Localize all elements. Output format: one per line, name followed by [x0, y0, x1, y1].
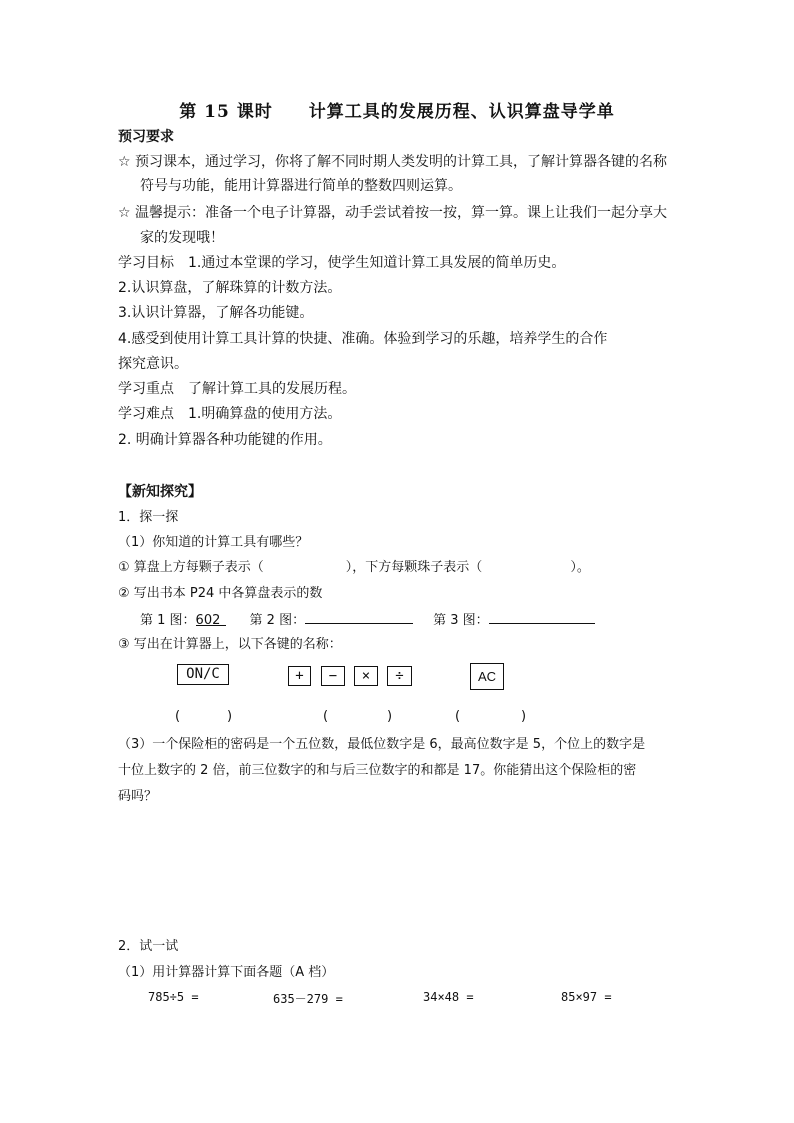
- divide-key: ÷: [387, 666, 412, 686]
- paren-open-1: (: [175, 709, 181, 724]
- preview-item2-line2: 家的发现哦！: [140, 230, 224, 246]
- goal-4-line1: 4.感受到使用计算工具计算的快捷、准确。体验到学习的乐趣，培养学生的合作: [118, 331, 608, 347]
- safe-question-line1: （3）一个保险柜的密码是一个五位数，最低位数字是 6，最高位数字是 5，个位上的数字是: [118, 737, 646, 752]
- explore-heading: 【新知探究】: [118, 484, 202, 500]
- goal-2: 2.认识算盘，了解珠算的计数方法。: [118, 280, 342, 296]
- goal-1: 1.通过本堂课的学习，使学生知道计算工具发展的简单历史。: [188, 255, 566, 271]
- preview-heading: 预习要求: [118, 129, 174, 145]
- fig2-label: 第 2 图：: [249, 613, 306, 628]
- times-key: ×: [354, 666, 378, 686]
- fig2-blank[interactable]: [305, 609, 413, 624]
- figure-answers: [140, 609, 595, 631]
- preview-item1-line1: ☆ 预习课本，通过学习，你将了解不同时期人类发明的计算工具，了解计算器各键的名称: [118, 154, 667, 170]
- explore-q1: （1）你知道的计算工具有哪些？: [118, 535, 309, 550]
- goal-3: 3.认识计算器，了解各功能键。: [118, 305, 314, 321]
- paren-close-2: ): [387, 709, 393, 724]
- paren-close-3: ): [521, 709, 527, 724]
- abacus-write-question: ② 写出书本 P24 中各算盘表示的数: [118, 586, 323, 601]
- goals-label: 学习目标: [118, 255, 174, 271]
- key-point-text: 了解计算工具的发展历程。: [188, 381, 356, 397]
- paren-close-1: ): [227, 709, 233, 724]
- plus-key: +: [288, 666, 311, 686]
- calc-problem-4: 85×97 =: [561, 990, 612, 1004]
- preview-item1-line2: 符号与功能，能用计算器进行简单的整数四则运算。: [140, 178, 462, 194]
- safe-question-line2: 十位上数字的 2 倍，前三位数字的和与后三位数字的和都是 17。你能猜出这个保险柜的密: [118, 763, 637, 778]
- preview-item2-line1: ☆ 温馨提示：准备一个电子计算器，动手尝试着按一按，算一算。课上让我们一起分享大: [118, 205, 667, 221]
- fig1-label: 第 1 图：: [140, 613, 196, 628]
- try-q1: （1）用计算器计算下面各题（A 档）: [118, 965, 335, 980]
- explore-section1: 1．探一探: [118, 510, 179, 525]
- fig1-value: 602: [196, 611, 226, 626]
- goals-line1: [118, 253, 565, 273]
- key-point: [118, 379, 356, 399]
- abacus-bead-question: [118, 558, 590, 578]
- paren-open-2: (: [323, 709, 329, 724]
- ac-key: AC: [470, 663, 504, 690]
- minus-key: −: [321, 666, 345, 686]
- try-heading: 2．试一试: [118, 939, 179, 954]
- fig3-label: 第 3 图：: [433, 613, 489, 628]
- safe-question-line3: 码吗？: [118, 789, 158, 804]
- bead-question-part3: ）。: [570, 560, 590, 575]
- fig3-blank[interactable]: [489, 609, 595, 624]
- bead-question-part1: ① 算盘上方每颗子表示（: [118, 560, 264, 575]
- goal-4-line2: 探究意识。: [118, 356, 188, 372]
- calc-problem-2: 635－279 =: [273, 992, 343, 1006]
- difficulty-2: 2. 明确计算器各种功能键的作用。: [118, 432, 332, 448]
- difficulty-line1: [118, 404, 341, 424]
- difficulty-label: 学习难点: [118, 406, 174, 422]
- difficulty-1: 1.明确算盘的使用方法。: [188, 406, 342, 422]
- on-c-key: ON/C: [177, 664, 229, 685]
- page-title: 第 15 课时 计算工具的发展历程、认识算盘导学单: [179, 102, 615, 122]
- calc-problem-1: 785÷5 =: [148, 990, 199, 1004]
- bead-question-part2: ），下方每颗珠子表示（: [345, 560, 483, 575]
- paren-open-3: (: [455, 709, 461, 724]
- calculator-keys-question: ③ 写出在计算器上，以下各键的名称：: [118, 637, 342, 652]
- key-point-label: 学习重点: [118, 381, 174, 397]
- calc-problem-3: 34×48 =: [423, 990, 474, 1004]
